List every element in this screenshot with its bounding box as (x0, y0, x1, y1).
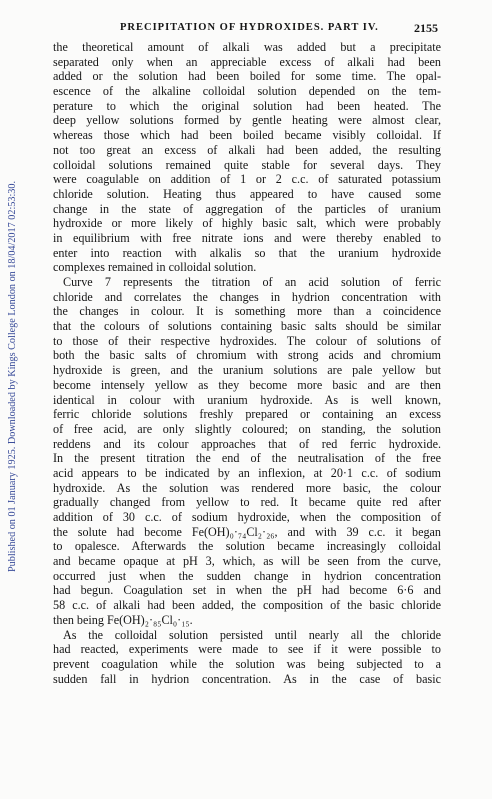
body-text (53, 40, 441, 686)
text-line: were coagulable on addition of 1 or 2 c.c. of saturated potassium (53, 172, 441, 187)
download-notice-text: Published on 01 January 1925. Downloaded by Kings College London on 18/04/2017 02:53:30. (7, 180, 19, 572)
text-line: hydroxide is green, and the uranium solutions are pale yellow but (53, 363, 441, 378)
text-line: prevent coagulation while the solution was being subjected to a (53, 656, 441, 671)
text-line: then being Fe(OH)₂·₈₅Cl₀·₁₅. (53, 612, 193, 627)
text-line: the changes in colour. It is something more than a coincidence (53, 304, 441, 319)
text-line: had reacted, experiments were made to see if it were possible to (53, 642, 441, 657)
text-line: the theoretical amount of alkali was added but a precipitate (53, 40, 441, 54)
text-line: added or the solution had been boiled for some time. The opal- (53, 69, 441, 84)
text-line: to opalesce. Afterwards the solution became increasingly colloidal (53, 539, 441, 554)
text-line: become intensely yellow as they become more basic and are then (53, 377, 441, 392)
text-line: chloride solution. Heating thus appeared to have caused some (53, 186, 441, 201)
text-line: hydroxide or more likely of highly basic salt, which were probably (53, 216, 441, 231)
text-line: colloidal solutions remained quite stable for several days. They (53, 157, 441, 172)
text-line: identical in colour with uranium hydroxide. As is well known, (53, 392, 441, 407)
text-line: 58 c.c. of alkali had been added, the composition of the basic chloride (53, 598, 441, 613)
text-line: enter into reaction with alkalis so that the uranium hydroxide (53, 245, 441, 260)
text-line: In the present titration the end of the neutralisation of the free (53, 451, 441, 466)
text-line: to those of their respective hydroxides. The colour of solutions of (53, 333, 441, 348)
text-line: change in the state of aggregation of the particles of uranium (53, 201, 441, 216)
text-line: addition of 30 c.c. of sodium hydroxide, when the composition of (53, 510, 441, 524)
text-line: of free acid, are only slightly coloured; on standing, the solution (53, 421, 441, 436)
running-head: PRECIPITATION OF HYDROXIDES. PART IV. (120, 22, 379, 33)
page-number: 2155 (414, 21, 438, 35)
text-line: Curve 7 represents the titration of an acid solution of ferric (63, 275, 441, 289)
text-line: sudden fall in hydrion concentration. As in the case of basic (53, 671, 441, 686)
page-header (60, 22, 438, 40)
text-line: and became opaque at pH 3, which, as will be seen from the curve, (53, 554, 441, 569)
text-line: hydroxide. As the solution was rendered more basic, the colour (53, 480, 441, 495)
text-line: reddens and its colour approaches that of red ferric hydroxide. (53, 436, 441, 451)
text-line: that the colours of solutions containing basic salts should be similar (53, 319, 441, 334)
text-line: had begun. Coagulation set in when the pH had become 6·6 and (53, 583, 441, 598)
text-line: acid appears to be indicated by an inflexion, at 20·1 c.c. of sodium (53, 465, 441, 480)
text-line: both the basic salts of chromium with strong acids and chromium (53, 348, 441, 363)
text-line: ferric chloride solutions freshly prepared or containing an excess (53, 407, 441, 422)
text-line: escence of the alkaline colloidal solution depended on the tem- (53, 84, 441, 99)
text-line: As the colloidal solution persisted until nearly all the chloride (63, 627, 441, 642)
text-line: the solute had become Fe(OH)₀·₇₄Cl₂·₂₆, and with 39 c.c. it began (53, 524, 441, 539)
text-line: perature to which the original solution had been heated. The (53, 98, 441, 113)
text-line: separated only when an appreciable excess of alkali had been (53, 54, 441, 69)
text-line: not too great an excess of alkali had been added, the resulting (53, 142, 441, 157)
text-line: chloride and correlates the changes in hydrion concentration with (53, 289, 441, 304)
text-line: gradually changed from yellow to red. It became quite red after (53, 495, 441, 510)
text-line: occurred just when the sudden change in hydrion concentration (53, 568, 441, 583)
text-line: whereas those which had been boiled became visibly colloidal. If (53, 128, 441, 143)
text-line: in equilibrium with free nitrate ions and were thereby enabled to (53, 230, 441, 245)
download-notice (2, 96, 24, 656)
text-line: complexes remained in colloidal solution. (53, 260, 257, 275)
text-line: deep yellow solutions formed by gentle heating were almost clear, (53, 113, 441, 128)
